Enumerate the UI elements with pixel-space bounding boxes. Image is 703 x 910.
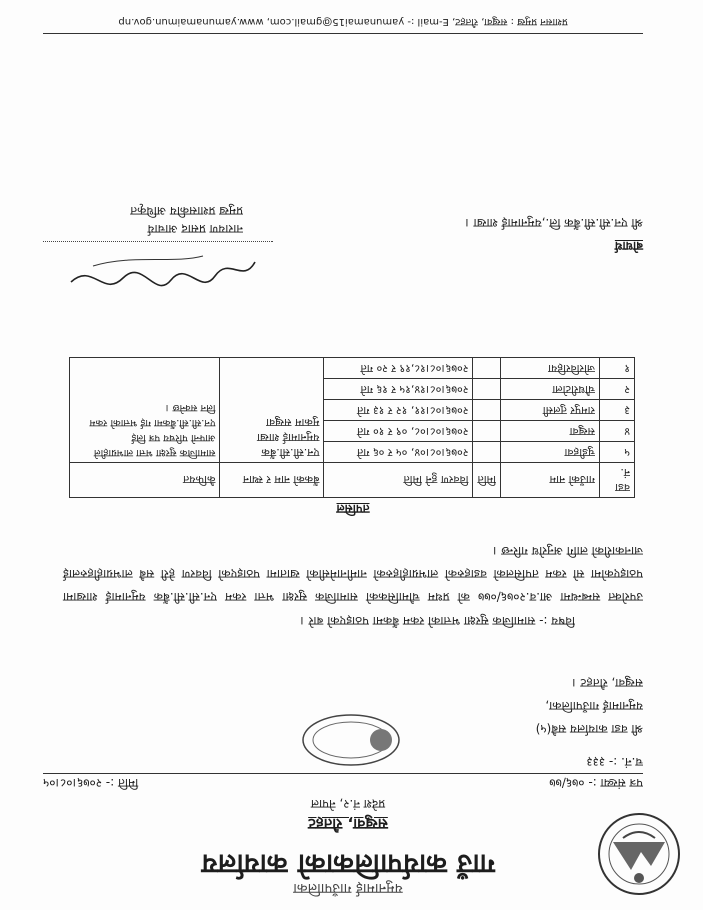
bank-branch: यमुनामाई शाखा xyxy=(257,431,320,444)
cell-remark: सामाजिक सुरक्षा भत्ता लाभग्राहीले आफ्नो परिचय पत्र लिई एन.सी.सी.बैंकमा गई भत्ताको रकम लिन सक्नेछ । xyxy=(70,358,220,463)
cell-date: २०७६।०८।११, १२ र १३ गते xyxy=(324,400,473,421)
cell-village: चुडीहवा xyxy=(501,442,600,463)
letter-number: पत्र संख्या :- ०७६/७७ xyxy=(549,776,643,790)
bank-name: एन.सी.सी.बैंक xyxy=(261,446,320,459)
officer-title: प्रमुख प्रशासकीय अधिकृत xyxy=(130,204,243,218)
recipient-line-1: श्री वडा कार्यालय सबै(५) xyxy=(535,722,643,736)
cc-recipient: श्री एन.सी.सी.बैंक लि.,यमुनामाई शाखा । xyxy=(465,216,643,230)
handwritten-signature-icon xyxy=(63,250,263,290)
officer-name: नारायण प्रसाद आचार्य xyxy=(147,222,243,236)
letter-date: मिति :- २०७६।०८।०५ xyxy=(43,776,139,790)
cell-date: २०७६।०८।१८,१९ र २० गते xyxy=(324,358,473,379)
cell-blank xyxy=(473,400,501,421)
cell-village: जोरविरहिया xyxy=(501,358,600,379)
cell-ward: ५ xyxy=(600,442,635,463)
reference-row xyxy=(43,773,643,792)
municipality-name: यमुनामाई गाउँपालिका xyxy=(293,880,403,896)
cell-blank xyxy=(473,421,501,442)
dispatch-number: च.नं. :- ३३३ xyxy=(586,755,643,769)
cc-heading: बोधार्थ xyxy=(614,239,643,253)
header-remark: कैफियत xyxy=(70,463,220,498)
cell-ward: २ xyxy=(600,379,635,400)
table-header-row xyxy=(70,463,635,498)
header-ward: वडा नं. xyxy=(600,463,635,498)
cell-bank xyxy=(220,358,324,463)
cell-date: २०७६।०८।०८, ०९ र १० गते xyxy=(324,421,473,442)
cell-date: २०७६।०८।०४, ०५ र ०६ गते xyxy=(324,442,473,463)
cell-date: २०७६।०८।१४,१५ र १६ गते xyxy=(324,379,473,400)
recipient-line-2: यमुनामाई गाउँपालिका, xyxy=(545,699,643,713)
cell-village: रामपुर तुलसी xyxy=(501,400,600,421)
header-date: मिति xyxy=(473,463,501,498)
office-place: सखुवा, रौतहट xyxy=(308,815,388,833)
cell-blank xyxy=(473,358,501,379)
office-stamp-icon xyxy=(298,710,403,770)
province-line: प्रदेश नं.२, नेपाल xyxy=(310,797,386,811)
table-row xyxy=(70,442,635,463)
header-distribution-date: विवरण हुने मिति xyxy=(324,463,473,498)
bank-location: मुकाम सखुवा xyxy=(266,416,320,429)
header-bank: बैंकको नाम र स्थान xyxy=(220,463,324,498)
cell-blank xyxy=(473,442,501,463)
header-village: गाउँको नाम xyxy=(501,463,600,498)
office-title: गाउँ कार्यपालिकाको कार्यालय xyxy=(201,848,495,879)
recipient-line-3: सखुवा, रौतहट । xyxy=(572,676,643,690)
nepal-emblem-icon xyxy=(593,808,685,900)
cell-village: सखुवा xyxy=(501,421,600,442)
letter-body: उपरोक्त सम्बन्धमा आ.व.२०७६/०७७ को प्रथम चौमासिकको सामाजिक सुरक्षा भत्ता रकम एन.सी.सी.बैंक यमुनामाई शाखामा पठाइएकोमा सो रकम तपसिलको वडाहरुको लाभग्राहीहरुको नामीनामेसीको खातामा पठाइएको विवरण हेरी सबै लाभग्राहीहरुलाई जानकारीको लागि अनुरोध गरिन्छ । xyxy=(63,544,643,604)
cell-blank xyxy=(473,379,501,400)
schedule-table xyxy=(69,357,635,498)
letter-footer: प्रशासन प्रमुख : सखुवा, रौतहट, E-mail :- yamunamai15@gmail.com, www.yamunamaimun.gov.np xyxy=(43,16,643,34)
cell-ward: ३ xyxy=(600,400,635,421)
cell-ward: १ xyxy=(600,358,635,379)
table-title: तपसिल xyxy=(336,502,370,516)
signature-line xyxy=(43,241,273,242)
cell-ward: ४ xyxy=(600,421,635,442)
subject-line: विषय :- सामाजिक सुरक्षा भत्ताको रकम बैंकमा पठाइएको बारे । xyxy=(300,614,575,628)
cell-village: चौधरीटोला xyxy=(501,379,600,400)
